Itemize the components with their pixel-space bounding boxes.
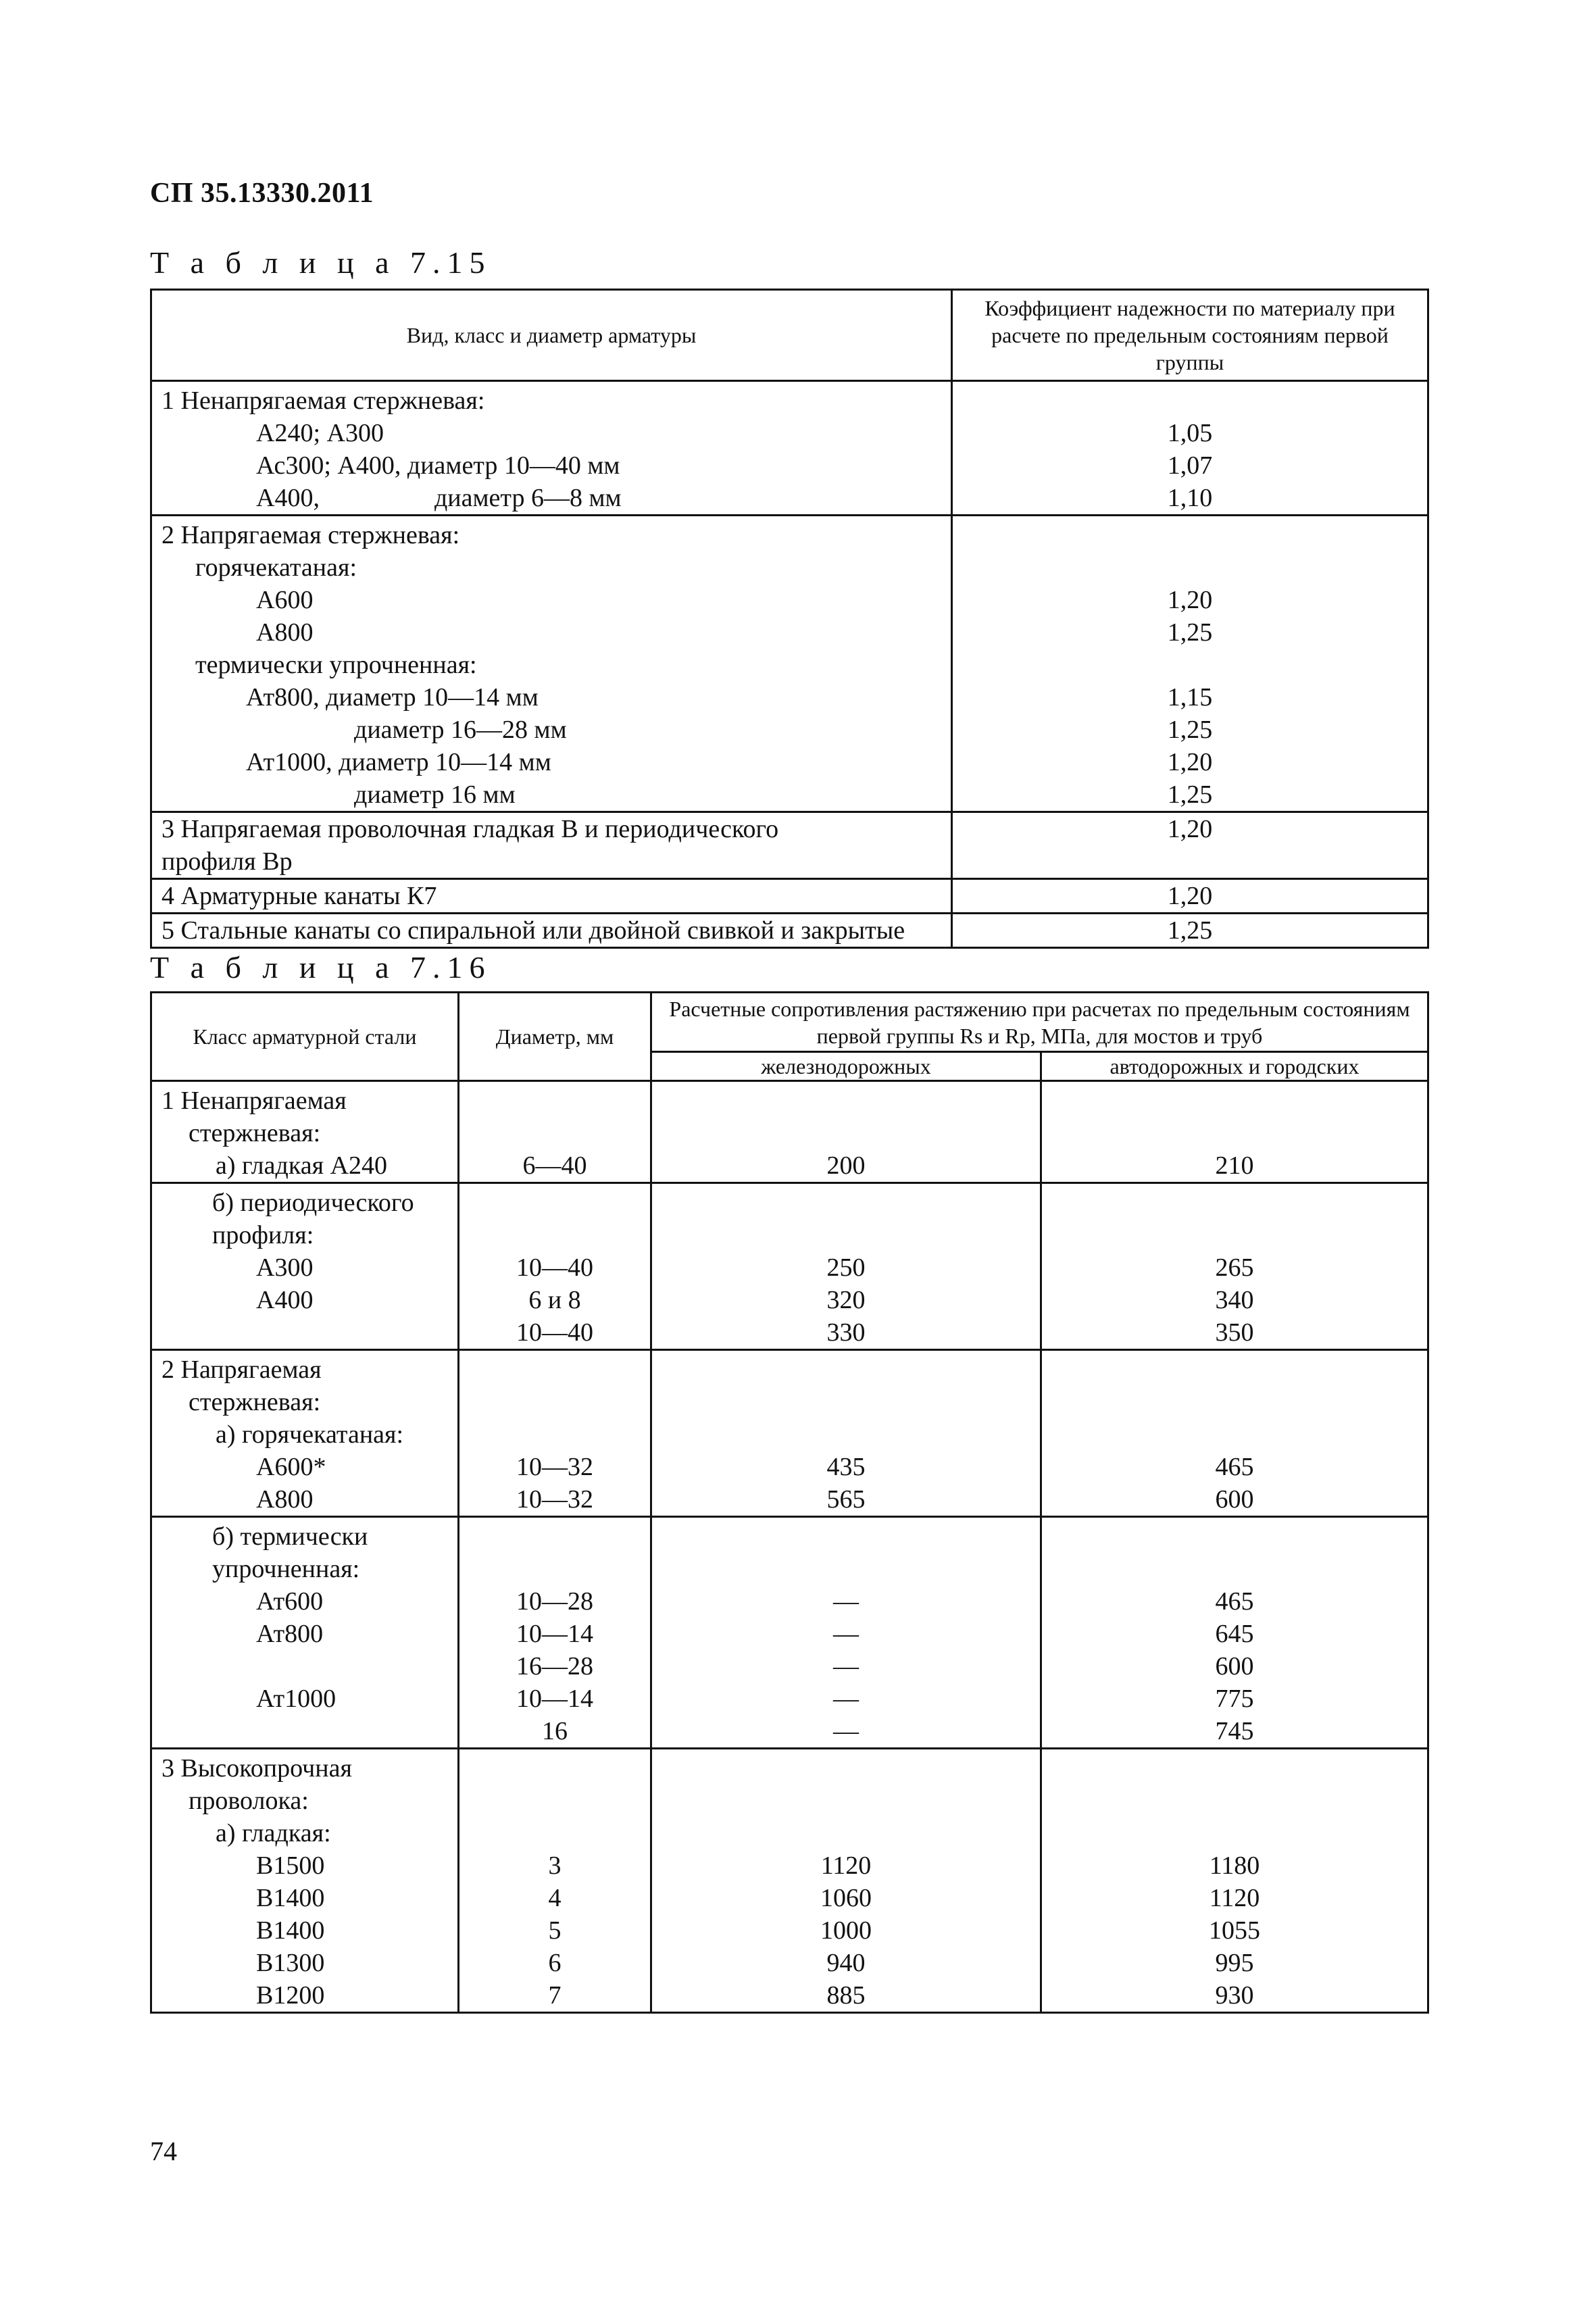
diameter-value: 6 и 8 (528, 1286, 581, 1314)
steel-class-label: проволока: (189, 1787, 309, 1815)
road-resistance-value: 1055 (1209, 1916, 1260, 1945)
railway-resistance-value (652, 1085, 1040, 1117)
coefficient-value: 1,25 (1167, 780, 1213, 809)
table-row (151, 1517, 1428, 1749)
table-header-row (151, 290, 1428, 381)
road-resistance-value (1042, 1117, 1427, 1149)
railway-resistance-value: 330 (826, 1318, 866, 1347)
railway-resistance-value: 200 (826, 1151, 866, 1180)
table-row (151, 1749, 1428, 2013)
road-resistance-value: 1180 (1209, 1851, 1260, 1880)
diameter-value (459, 1117, 650, 1149)
coefficient-value: 1,20 (1167, 882, 1213, 910)
road-resistance-value: 465 (1215, 1453, 1254, 1481)
railway-resistance-value: — (833, 1685, 859, 1713)
steel-class-label: А600* (256, 1453, 326, 1481)
column-header-reinforcement: Вид, класс и диаметр арматуры (151, 290, 952, 381)
railway-resistance-value (652, 1386, 1040, 1418)
diameter-value: 5 (548, 1916, 562, 1945)
diameter-value: 16—28 (516, 1652, 593, 1681)
coefficient-value: 1,07 (1167, 451, 1213, 480)
diameter-value: 6—40 (522, 1151, 587, 1180)
table-row (151, 1081, 1428, 1183)
railway-resistance-value: 1120 (820, 1851, 872, 1880)
railway-resistance-value: 320 (826, 1286, 866, 1314)
diameter-value: 10—40 (516, 1318, 593, 1347)
coefficient-value: 1,25 (1167, 716, 1213, 744)
railway-resistance-value: 250 (826, 1253, 866, 1282)
road-resistance-value: 745 (1215, 1717, 1254, 1745)
steel-class-label: 3 Высокопрочная (161, 1754, 352, 1783)
railway-resistance-value (652, 1520, 1040, 1553)
steel-class-label: 1 Ненапрягаемая (161, 1087, 347, 1115)
table-7-16-caption: Т а б л и ц а 7.16 (150, 950, 492, 985)
road-resistance-value (1042, 1219, 1427, 1251)
diameter-value (459, 1353, 650, 1386)
row-label: А240; А300 (256, 419, 384, 447)
road-resistance-value: 265 (1215, 1253, 1254, 1282)
road-resistance-value: 930 (1215, 1981, 1254, 2010)
steel-class-label: В1400 (256, 1884, 325, 1912)
steel-class-label: а) гладкая А240 (216, 1151, 388, 1180)
steel-class-label: Ат800 (256, 1620, 324, 1648)
row-label: Ат800, диаметр 10—14 мм (246, 683, 539, 712)
coefficient-value (953, 551, 1427, 584)
railway-resistance-value: 1060 (820, 1884, 872, 1912)
row-label: 5 Стальные канаты со спиральной или двойной свивкой и закрытые (161, 916, 905, 945)
railway-resistance-value: 435 (826, 1453, 866, 1481)
row-label: диаметр 6—8 мм (434, 484, 622, 512)
column-header-railway: железнодорожных (651, 1052, 1041, 1081)
coefficient-value: 1,15 (1167, 683, 1213, 712)
steel-class-label (161, 1715, 457, 1747)
diameter-value: 10—40 (516, 1253, 593, 1282)
steel-class-label: а) горячекатаная: (216, 1420, 404, 1449)
row-label: профиля Вр (161, 847, 293, 876)
road-resistance-value: 210 (1215, 1151, 1254, 1180)
road-resistance-value (1042, 1553, 1427, 1585)
diameter-value (459, 1785, 650, 1817)
railway-resistance-value: 940 (826, 1949, 866, 1977)
road-resistance-value (1042, 1520, 1427, 1553)
road-resistance-value (1042, 1785, 1427, 1817)
diameter-value: 10—32 (516, 1485, 593, 1514)
road-resistance-value: 600 (1215, 1485, 1254, 1514)
row-label: 4 Арматурные канаты К7 (161, 882, 437, 910)
coefficient-value: 1,25 (1167, 618, 1213, 647)
railway-resistance-value: 885 (826, 1981, 866, 2010)
table-7-15-caption: Т а б л и ц а 7.15 (150, 245, 492, 280)
diameter-value: 10—14 (516, 1620, 593, 1648)
road-resistance-value: 600 (1215, 1652, 1254, 1681)
steel-class-label: 2 Напрягаемая (161, 1355, 322, 1384)
diameter-value: 16 (542, 1717, 568, 1745)
row-label: диаметр 16 мм (354, 780, 516, 809)
row-label: А600 (256, 586, 314, 614)
steel-class-label: В1300 (256, 1949, 325, 1977)
diameter-value: 3 (548, 1851, 562, 1880)
steel-class-label: В1500 (256, 1851, 325, 1880)
steel-class-label: Ат1000 (256, 1685, 336, 1713)
road-resistance-value (1042, 1752, 1427, 1785)
steel-class-label: Ат600 (256, 1587, 324, 1616)
row-label: горячекатаная: (195, 553, 357, 582)
road-resistance-value: 465 (1215, 1587, 1254, 1616)
table-row (151, 812, 1428, 879)
row-label: Ат1000, диаметр 10—14 мм (246, 748, 551, 776)
diameter-value (459, 1817, 650, 1849)
railway-resistance-value: 565 (826, 1485, 866, 1514)
road-resistance-value: 775 (1215, 1685, 1254, 1713)
steel-class-label: б) периодического (212, 1189, 414, 1217)
document-code: СП 35.13330.2011 (150, 178, 374, 209)
road-resistance-value: 350 (1215, 1318, 1254, 1347)
coefficient-value (953, 649, 1427, 681)
road-resistance-value (1042, 1187, 1427, 1219)
diameter-value (459, 1418, 650, 1451)
steel-class-label: стержневая: (189, 1119, 321, 1147)
diameter-value: 7 (548, 1981, 562, 2010)
steel-class-label: А300 (256, 1253, 314, 1282)
railway-resistance-value (652, 1117, 1040, 1149)
table-row (151, 381, 1428, 516)
row-label: Ас300; А400, диаметр 10—40 мм (256, 451, 620, 480)
road-resistance-value (1042, 1386, 1427, 1418)
coefficient-value (953, 519, 1427, 551)
column-header-diameter: Диаметр, мм (459, 993, 651, 1081)
diameter-value: 4 (548, 1884, 562, 1912)
steel-class-label: В1200 (256, 1981, 325, 2010)
road-resistance-value (1042, 1817, 1427, 1849)
steel-class-label: б) термически (212, 1522, 368, 1551)
railway-resistance-value (652, 1187, 1040, 1219)
railway-resistance-value (652, 1553, 1040, 1585)
railway-resistance-value: — (833, 1587, 859, 1616)
railway-resistance-value: — (833, 1620, 859, 1648)
table-row (151, 516, 1428, 812)
railway-resistance-value: — (833, 1652, 859, 1681)
coefficient-value (953, 384, 1427, 417)
page-number: 74 (150, 2136, 177, 2166)
steel-class-label: упрочненная: (212, 1555, 360, 1583)
column-header-steel-class: Класс арматурной стали (151, 993, 459, 1081)
road-resistance-value (1042, 1418, 1427, 1451)
table-7-15 (150, 289, 1429, 949)
table-7-16 (150, 991, 1429, 2014)
row-label: 3 Напрягаемая проволочная гладкая В и периодического (161, 815, 779, 843)
railway-resistance-value (652, 1752, 1040, 1785)
diameter-value (459, 1386, 650, 1418)
steel-class-label: А800 (256, 1485, 314, 1514)
row-label: диаметр 16—28 мм (354, 716, 567, 744)
road-resistance-value (1042, 1353, 1427, 1386)
row-label: 1 Ненапрягаемая стержневая: (161, 387, 485, 415)
steel-class-label: профиля: (212, 1221, 314, 1249)
road-resistance-value: 995 (1215, 1949, 1254, 1977)
steel-class-label (161, 1650, 457, 1683)
railway-resistance-value (652, 1353, 1040, 1386)
railway-resistance-value: 1000 (820, 1916, 872, 1945)
road-resistance-value: 1120 (1209, 1884, 1260, 1912)
road-resistance-value (1042, 1085, 1427, 1117)
road-resistance-value: 340 (1215, 1286, 1254, 1314)
coefficient-value: 1,10 (1167, 484, 1213, 512)
coefficient-value: 1,20 (1167, 815, 1213, 843)
column-header-reliability-coefficient: Коэффициент надежности по материалу при расчете по предельным состояниям первой группы (952, 290, 1428, 381)
diameter-value: 10—28 (516, 1587, 593, 1616)
table-row (151, 914, 1428, 948)
table-row (151, 879, 1428, 914)
railway-resistance-value (652, 1785, 1040, 1817)
diameter-value (459, 1085, 650, 1117)
column-header-road-and-city: автодорожных и городских (1041, 1052, 1428, 1081)
diameter-value: 6 (548, 1949, 562, 1977)
table-header-row (151, 993, 1428, 1052)
railway-resistance-value (652, 1817, 1040, 1849)
row-label: 2 Напрягаемая стержневая: (161, 521, 460, 549)
steel-class-label: В1400 (256, 1916, 325, 1945)
coefficient-value: 1,20 (1167, 748, 1213, 776)
coefficient-value: 1,25 (1167, 916, 1213, 945)
road-resistance-value: 645 (1215, 1620, 1254, 1648)
table-row (151, 1350, 1428, 1517)
steel-class-label: а) гладкая: (216, 1819, 331, 1847)
coefficient-value: 1,05 (1167, 419, 1213, 447)
table-row (151, 1183, 1428, 1350)
railway-resistance-value (652, 1418, 1040, 1451)
steel-class-label (161, 1316, 457, 1349)
steel-class-label: стержневая: (189, 1388, 321, 1416)
diameter-value (459, 1553, 650, 1585)
railway-resistance-value (652, 1219, 1040, 1251)
steel-class-label: А400 (256, 1286, 314, 1314)
railway-resistance-value: — (833, 1717, 859, 1745)
diameter-value: 10—32 (516, 1453, 593, 1481)
diameter-value: 10—14 (516, 1685, 593, 1713)
row-label: термически упрочненная: (195, 651, 477, 679)
coefficient-value: 1,20 (1167, 586, 1213, 614)
column-header-design-resistance: Расчетные сопротивления растяжению при расчетах по предельным состояниям первой группы Rs и Rp, МПа, для мостов и труб (651, 993, 1428, 1052)
row-label: А400, (256, 484, 320, 512)
diameter-value (459, 1219, 650, 1251)
diameter-value (459, 1520, 650, 1553)
diameter-value (459, 1752, 650, 1785)
row-label: А800 (256, 618, 314, 647)
diameter-value (459, 1187, 650, 1219)
